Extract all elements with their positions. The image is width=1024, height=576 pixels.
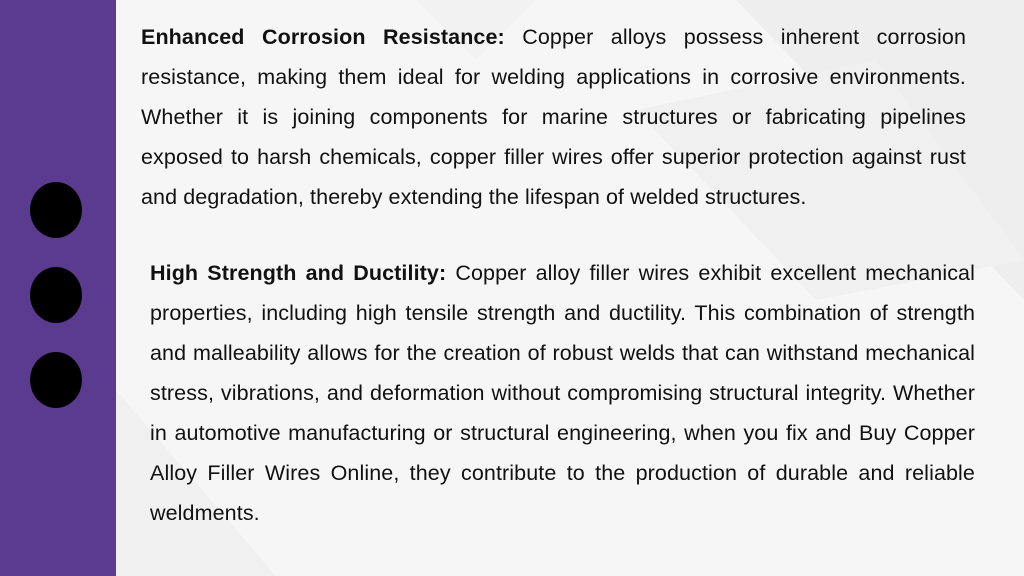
paragraph-heading: High Strength and Ductility: <box>150 261 456 285</box>
paragraph-strength-ductility <box>150 253 975 533</box>
bullet-dot-3 <box>30 352 82 408</box>
bullet-dot-1 <box>30 182 82 238</box>
paragraph-body: Copper alloy filler wires exhibit excellent mechanical properties, including high tensile strength and ductility. This combination of strength and malleability allows for the creation of robust welds that can withstand mechanical stress, vibrations, and deformation without compromising structural integrity. Whether in automotive manufacturing or structural engineering, when you fix and Buy Copper Alloy Filler Wires Online, they contribute to the production of durable and reliable weldments. <box>150 261 975 525</box>
paragraph-heading: Enhanced Corrosion Resistance: <box>141 25 523 49</box>
bullet-dot-2 <box>30 267 82 323</box>
paragraph-body: Copper alloys possess inherent corrosion resistance, making them ideal for welding applications in corrosive environments. Whether it is joining components for marine structures or fabricating pipelines exposed to harsh chemicals, copper filler wires offer superior protection against rust and degradation, thereby extending the lifespan of welded structures. <box>141 25 966 209</box>
paragraph-corrosion-resistance <box>141 17 966 217</box>
